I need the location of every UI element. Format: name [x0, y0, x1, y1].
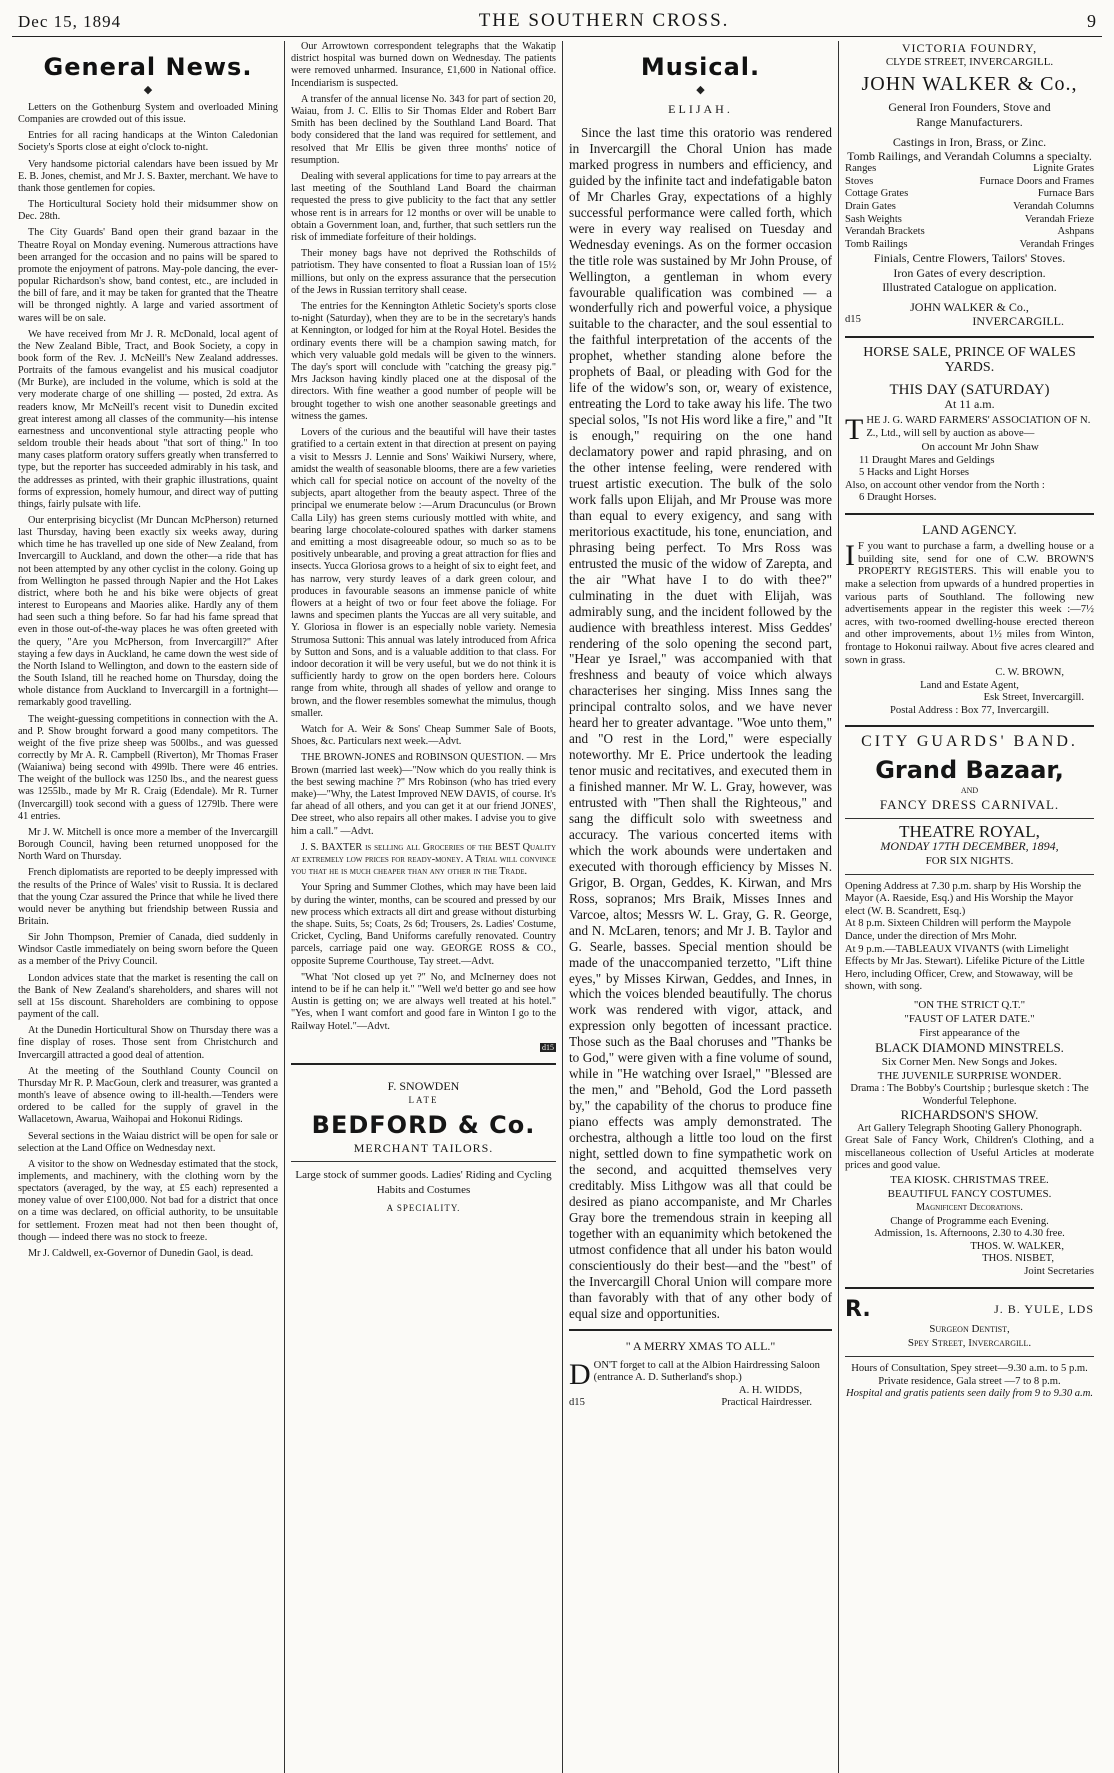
land-agency-ad [845, 523, 1094, 718]
article-paragraph: A visitor to the show on Wednesday estimated that the stock, implements, and machinery, with the clothing worn by the spectators (averaged, by the way, at £5 each) represented a money value of over £100,000. Not bad for a district that once on a time was declared, on official authority, to be unsuitable for settlement. Frozen meat had not then been thought of, though — indeed there was no stock to freeze. [18, 1158, 278, 1243]
divider [845, 874, 1094, 875]
foundry-firm: JOHN WALKER & Co., [861, 73, 1078, 96]
divider [291, 1161, 556, 1162]
article-paragraph: The weight-guessing competitions in connection with the A. and P. Show brought forward a good many competitors. The weight of the five prize sheep was 500lbs., and was guessed correctly by Mr A. R. Campbell (Riverton), Mr Thomas Fraser (Waianiwa) being second with 499lb. There were 46 entries. The weight of the bullock was 1250 lbs., and the nearest guess was 1255lb., made by Mr R. Craig (Edendale). Mr R. Turner (Invercargill) took second with a guess of 1279lb. There were 41 entries. [18, 713, 278, 822]
yule-role: Surgeon Dentist, [929, 1322, 1010, 1335]
foundry-product-row [845, 239, 1094, 252]
horse-account: On account Mr John Shaw [921, 441, 1039, 454]
bazaar-carnival: FANCY DRESS CARNIVAL. [879, 796, 1060, 812]
xmas-dropcap: D [569, 1357, 591, 1391]
land-role: Land and Estate Agent, [920, 679, 1019, 691]
yule-hospital: Hospital and gratis patients seen daily from 9 to 9.30 a.m. [845, 1388, 1094, 1400]
bazaar-change: Change of Programme each Evening. [890, 1215, 1049, 1227]
foundry-desc4: Tomb Railings, and Verandah Columns a specialty. [847, 149, 1092, 164]
article-paragraph: Sir John Thompson, Premier of Canada, died suddenly in Windsor Castle immediately on being sworn before the Queen as a member of the Privy Council. [18, 932, 278, 968]
foundry-desc2: Range Manufacturers. [916, 114, 1023, 129]
foundry-product-row [845, 176, 1094, 189]
article-paragraph: "What 'Not closed up yet ?" No, and McInerney does not intend to be if he can help it." "Well we'd better go and see how Austin is getting on; we are always well treated at his hotel." "Yes, when I want comfort and good fare in Winton I go to the Railway Hotel."—Advt. [291, 971, 556, 1032]
xmas-ad [569, 1339, 832, 1410]
article-paragraph: Letters on the Gothenburg System and overloaded Mining Companies are crowded out of this issue. [18, 102, 278, 126]
horse-l2: 5 Hacks and Light Horses [859, 467, 970, 479]
foundry-desc3: Castings in Iron, Brass, or Zinc. [892, 134, 1047, 149]
article-paragraph: Lovers of the curious and the beautiful will have their tastes gratified to a certain extent in that direction at present on paying a visit to Messrs J. Lennie and Sons' Waikiwi Nursery, where, amidst the wealth of seasonable blooms, there are a few varieties which call for special notice on account of the novelty of the subjects, apart altogether from the beauty aspect. Three of the principal we enumerate below :—Arum Dracunculus (or Brown Calla Lily) has green stems curiously mottled with white, and bearing large chocolate-coloured spathes with darker stamens and emitting a most disagreeable odour, so much so as to be positively unbearable, and proving a great attraction for flies and insects. Yucca Gloriosa grows to a height of six to eight feet, and has narrow, very sturdy leaves of a dark green colour, and produces in favourable seasons an immense panicle of white flowers at a height of two or four feet above the foliage. For lawns and specimen plants the Yuccas are all very suitable, and Y. Gloriosa in flower is an especially noble variety. Nemesia Strumosa Suttoni: This annual was lately introduced from Africa by Sutton and Sons, and is a valuable addition to that class. For indoor decoration it will be very useful, but we do not think it is sufficiently hardy to grow on the open borders here. Colours range from white, through all shades of yellow and orange to brown, and the flower resembles somewhat the mimulus, though smaller. [291, 427, 556, 719]
article-paragraph: We have received from Mr J. R. McDonald, local agent of the New Zealand Bible, Tract, and Book Society, a copy in book form of the Rev. J. McNeill's New Zealand addresses. Portraits of the famous evangelist and his musical coadjutor (Mr Burke), are included in the volume, which is sold at the very moderate charge of one shilling — posted, 2d extra. As readers know, Mr McNeill's recent visit to Dunedin excited great interest among all classes of the community—his intense earnestness and unconventional style attracting people who seldom trouble their heads about "that sort of thing." In too many cases platform oratory suffers greatly when transferred to type, but the reporter has succeeded admirably in his task, and the addresses as printed, with their graphic illustrations, quaint forms of expression, homely humour, and direct way of putting things, fairly pulsate with life. [18, 328, 278, 510]
bazaar-title: Grand Bazaar, [875, 755, 1064, 784]
article-paragraph: Very handsome pictorial calendars have been issued by Mr E. B. Jones, chemist, and Mr J. S. Baxter, merchant. We have to thank those gentlemen for copies. [18, 158, 279, 194]
article-paragraph: The Horticultural Society hold their midsummer show on Dec. 28th. [18, 199, 278, 223]
divider [845, 513, 1094, 515]
yule-initial: R. [845, 1296, 871, 1322]
foundry-ad [845, 41, 1094, 328]
bazaar-sec1: THOS. W. WALKER, [970, 1240, 1064, 1252]
bazaar-admission: Admission, 1s. Afternoons, 2.30 to 4.30 free. [874, 1228, 1065, 1240]
bedford-trade: MERCHANT TAILORS. [353, 1141, 494, 1156]
divider [845, 1356, 1094, 1357]
xmas-stamp: d15 [569, 1397, 585, 1409]
land-address: Esk Street, Invercargill. [983, 692, 1084, 704]
bazaar-ad [845, 735, 1094, 1278]
page-number: 9 [1086, 11, 1096, 31]
bazaar-band: CITY GUARDS' BAND. [861, 733, 1078, 751]
bedford-firm: BEDFORD & Co. [311, 1111, 536, 1140]
foundry-product: Lignite Grates [1033, 163, 1094, 175]
foundry-product: Cottage Grates [845, 188, 909, 200]
horse-time: At 11 a.m. [944, 397, 995, 411]
bazaar-kiosk: TEA KIOSK. CHRISTMAS TREE. [890, 1174, 1049, 1187]
article-paragraph: The City Guards' Band open their grand bazaar in the Theatre Royal on Monday evening. Numerous attractions have been arranged for the occasion and no pains will be spared to promote the enjoyment of patrons. May-pole dancing, the ever-popular Richardson's show, band contest, etc., are included in the bill of fare, and it may be taken for granted that the Theatre will be thronged nightly. A large and varied assortment of wares will be on sale. [18, 227, 278, 324]
column-local-notes [285, 41, 563, 1773]
foundry-product: Ashpans [1057, 226, 1094, 238]
bazaar-six: Six Corner Men. New Songs and Jokes. [881, 1055, 1058, 1068]
article-paragraph: London advices state that the market is resenting the call on the Bank of New Zealand's shareholders, and shares will not sell at 15s discount. Shareholders are combining to oppose payment of the call. [18, 972, 278, 1021]
xmas-title: Practical Hairdresser. [721, 1397, 812, 1409]
columns [12, 41, 1102, 1773]
bazaar-faust: "FAUST OF LATER DATE." [904, 1013, 1035, 1026]
horse-title: HORSE SALE, PRINCE OF WALES YARDS. [863, 345, 1076, 375]
article-paragraph: Mr J. W. Mitchell is once more a member of the Invercargill Borough Council, having been returned unopposed for the North Ward on Thursday. [18, 826, 278, 863]
bazaar-strict: "ON THE STRICT Q.T." [913, 999, 1026, 1012]
horse-l3: 6 Draught Horses. [859, 492, 937, 504]
xmas-text: ON'T forget to call at the Albion Hairdressing Saloon (entrance A. D. Sutherland's shop.) [593, 1359, 820, 1384]
land-postal: Postal Address : Box 77, Invercargill. [890, 704, 1049, 716]
bazaar-l3: At 9 p.m.—TABLEAUX VIVANTS (with Limelight Effects by Mr Jas. Stewart). Lifelike Picture of the Little Hero, including Officer, Crew, and Stowaway, will be shown, with song. [845, 943, 1085, 993]
bazaar-nights: FOR SIX NIGHTS. [925, 854, 1014, 867]
foundry-product: Tomb Railings [845, 238, 908, 250]
bazaar-sale: Great Sale of Fancy Work, Children's Clothing, and a miscellaneous collection of Useful Articles at moderate prices and good value. [845, 1135, 1094, 1172]
bazaar-date: MONDAY 17TH DECEMBER, 1894, [880, 839, 1059, 854]
ornament-icon: ◆ [696, 84, 705, 96]
bazaar-gallery: Art Gallery Telegraph Shooting Gallery Phonograph. [856, 1122, 1082, 1134]
bedford-text: Large stock of summer goods. Ladies' Riding and Cycling Habits and Costumes [295, 1169, 552, 1196]
foundry-product-row [845, 163, 1094, 176]
foundry-desc1: General Iron Founders, Stove and [888, 100, 1051, 115]
newspaper-title: THE SOUTHERN CROSS. [478, 10, 730, 31]
xmas-heading: " A MERRY XMAS TO ALL." [625, 1339, 776, 1354]
article-paragraph: Watch for A. Weir & Sons' Cheap Summer Sale of Boots, Shoes, &c. Particulars next week.—Advt. [291, 723, 556, 748]
bazaar-sec3: Joint Secretaries [1024, 1266, 1094, 1278]
foundry-product: Verandah Frieze [1024, 213, 1094, 225]
foundry-product: Sash Weights [845, 213, 902, 225]
divider [291, 1063, 556, 1065]
foundry-product: Ranges [845, 163, 877, 175]
bazaar-l2: At 8 p.m. Sixteen Children will perform the Maypole Dance, under the direction of Mrs Mohr. [845, 918, 1071, 943]
article-paragraph: Several sections in the Waiau district will be open for sale or selection at the Land Office on Wednesday next. [18, 1130, 278, 1154]
general-news-heading: General News. [43, 53, 253, 81]
horse-day: THIS DAY (SATURDAY) [889, 381, 1050, 398]
land-sig: C. W. BROWN, [995, 667, 1064, 679]
issue-date: Dec 15, 1894 [18, 12, 122, 31]
yule-address: Spey Street, Invercargill. [907, 1336, 1032, 1349]
divider [569, 1329, 832, 1331]
bazaar-and: AND [960, 785, 979, 795]
horse-l1: 11 Draught Mares and Geldings [859, 454, 995, 466]
local-notes-body-2 [291, 882, 556, 1032]
foundry-sig2: INVERCARGILL. [972, 314, 1064, 329]
article-paragraph: The entries for the Kennington Athletic Society's sports close to-night (Saturday), when they are to be in the secretary's hands at Kennington, or lodged for him at the Royal Hotel. Besides the ordinary events there will be a champion sawing match, for which very valuable gold medals will be given to the winners. The day's sport will conclude with "catching the greasy pig." Mrs Jackson having kindly placed one at the disposal of the directors. With fine weather a good number of people will be brought together to wish one another seasonable greetings and witness the games. [291, 301, 556, 422]
foundry-product: Verandah Columns [1013, 201, 1094, 212]
article-paragraph: Dealing with several applications for time to pay arrears at the last meeting of the Southland Land Board the chairman requested the press to give publicity to the fact that any settler whose rent is in arrears for 12 months or over will be unable to obtain a Government loan, and, further, that such settlers run the risk of immediate forfeiture of their holdings. [291, 171, 556, 244]
horse-dropcap: T [845, 413, 864, 447]
horse-text: HE J. G. WARD FARMERS' ASSOCIATION OF N. Z., Ltd., will sell by auction as above— [866, 415, 1091, 439]
land-dropcap: I [845, 539, 855, 573]
ornament-icon: ◆ [143, 84, 153, 96]
musical-heading: Musical. [640, 53, 761, 81]
foundry-stamp: d15 [845, 314, 861, 326]
baxter-ad [291, 842, 556, 879]
article-paragraph: At the meeting of the Southland County Council on Thursday Mr R. P. MacGoun, clerk and treasurer, was granted a month's leave of absence owing to ill-health.—Tenders were ordered to be called for the supply of gravel in the Wallacetown, Awarua, Waihopai and Hokonui Ridings. [18, 1065, 278, 1126]
snowden-ad [291, 1079, 556, 1215]
article-paragraph: French diplomatists are reported to be deeply impressed with the results of the Prince of Wales' visit to Russia. It is declared that the young Czar assured the Prince that while he lived there would never be anything but friendship between Russia and Britain. [18, 867, 278, 927]
foundry-product-row [845, 188, 1094, 201]
column-advertisements [839, 41, 1100, 1773]
article-paragraph: Since the last time this oratorio was rendered in Invercargill the Choral Union has made marked progress in numbers and efficiency, and guided by the infinite tact and indefatigable baton of Mr Charles Gray, expectations of a highly successful performance were called forth, which were in every way realised on Tuesday and Wednesday evenings. As on the former occasion the title role was sustained by Mr John Prouse, of Wellington, a gentleman in whom every favourable qualification was combined — a wonderfully rich and powerful voice, a physique suitable to the character, and the soul essential to the faithful interpretation of the accents of the prophet, whether standing alone before the prophets of Baal, or pleading with God for the life of the widow's son, or, weary of existence, entreating the Lord to take away his life. The two special solos, "Is not His word like a fire," and "It is enough," requiring on the one hand declamatory power and rapid phrasing, and on the other intense feeling, were rendered with truest artistic execution. The bulk of the solo work falls upon Elijah, and Mr Prouse was more than equal to every exigency, and sang with meritorious exactitude, his tone, enunciation, and phrasing being perfect. To Mrs Ross was entrusted the music of the widow of Zarepta, and the air "What have I to do with thee?" culminating in the duet with Elijah, was admirably sung, and the incident followed by the audience with breathless interest. Miss Geddes' rendering of the solo opening the second part, "Hear ye Israel," was accompanied with that freshness and beauty of voice which always characterises her singing. Miss Innes sang the principal contralto solos, and we have never heard her to greater advantage. "Woe unto them," and "O rest in the Lord," were especially noteworthy. Mr E. Price undertook the leading tenor music and recitatives, and executed them in a finished manner. Mr W. L. Gray, however, was entrusted with "Then shall the Righteous," and sang the difficult solo with sweetness and accuracy. The various concerted items with which the work abounds were undertaken and executed with thorough efficiency by Misses N. Grigor, B. Organ, Geddes, K. Kirwan, and Mrs Ross, sopranos; Mrs Braik, Misses Innes and Varcoe, altos; Messrs W. L. Gray, G. R. George, and N. McLaren, tenors; and Mr J. B. Taylor and G. Searle, basses. Special mention should be made of the unaccompanied terzetto, "Lift thine eyes," by Misses Kirwan, Geddes, and Innes, in which the voices blended beautifully. The chorus work was rendered with vigor, attack, and expression only begotten of incessant practice. Those such as the Baal choruses and "Thanks be to God," were given with a fine volume of sound, while in "He watching over Israel," "Blessed are the men," and "Behold, God the Lord passeth by," the capability of the chorus to produce fine piano effects was amply demonstrated. The orchestra, although a little too loud on the first night, settled down to fine sympathetic work on the second, and acquitted themselves very creditably. Miss Lithgow was all that could be desired as piano accompaniste, and Mr Charles Gray bore the tremendous strain in keeping all together with an equanimity which betokened the utmost confidence that all under his baton would conscientiously do their best—and the "best" of the Invercargill Choral Union will compare more than favorably with that of any other body of equal size and opportunities. [569, 125, 832, 1321]
foundry-catalogue: Illustrated Catalogue on application. [882, 279, 1057, 294]
bazaar-juvenile: THE JUVENILE SURPRISE WONDER. [877, 1070, 1062, 1083]
divider [845, 725, 1094, 727]
foundry-product: Stoves [845, 175, 874, 187]
bazaar-costumes: BEAUTIFUL FANCY COSTUMES. [887, 1188, 1052, 1201]
bazaar-theatre: THEATRE ROYAL, [899, 822, 1040, 842]
column-general-news [12, 41, 285, 1773]
land-text: F you want to purchase a farm, a dwelling house or a building site, send for one of C.W. BROWN'S PROPERTY REGISTERS. This will enable you to make a selection from upwards of a hundred properties in various parts of Southland. The following new advertisements appear in the register this week :—7½ acres, with two-roomed dwelling-house erected thereon and other improvements, about 1½ miles from Winton, frontage to Hokonui railway. About five acres cleared and sown in grass. [845, 541, 1094, 666]
bazaar-sec2: THOS. NISBET, [982, 1253, 1054, 1265]
yule-hours: Hours of Consultation, Spey street—9.30 a.m. to 5 p.m. Private residence, Gala street —7 to 8 p.m. [851, 1363, 1088, 1387]
divider [845, 1287, 1094, 1289]
column-musical [563, 41, 839, 1773]
bazaar-richardson: RICHARDSON'S SHOW. [900, 1107, 1039, 1123]
article-paragraph: Entries for all racing handicaps at the Winton Caledonian Society's Sports close at eight o'clock to-night. [18, 130, 278, 154]
horse-sale-ad [845, 346, 1094, 505]
article-paragraph: Our Arrowtown correspondent telegraphs that the Wakatip district hospital was burned down on Wednesday. The patients were removed unharmed. Insurance, £1,600 in National office. Incendiarism is suspected. [291, 41, 556, 89]
foundry-product-list [845, 163, 1094, 251]
land-title: LAND AGENCY. [922, 521, 1017, 537]
article-paragraph: THE BROWN-JONES and ROBINSON QUESTION. — Mrs Brown (married last week)—"Now which do you really think is the best sewing machine ?" Mrs Robinson (who has tried every make)—"Why, the Latest Improved NEW DAVIS, of course. It's far ahead of all others, and you can get it at our friend JONES', Dee street, who also repairs all other makes. I advise you to give him a call." —Advt. [291, 752, 556, 837]
foundry-product: Drain Gates [845, 201, 896, 212]
foundry-product: Verandah Fringes [1019, 238, 1094, 250]
article-paragraph: A transfer of the annual license No. 343 for part of section 20, Waiau, from J. C. Ellis to Sir Thomas Elder and Robert Barr Smith has been declined by the Southland Land Board. That body considered that the land was required for settlement, and resolved that Mr Ellis be given three months' notice of resumption. [291, 93, 556, 166]
masthead [12, 10, 1102, 37]
bazaar-drama: Drama : The Bobby's Courtship ; burlesque sketch : The Wonderful Telephone. [850, 1083, 1089, 1107]
advt-stamp: d15 [542, 1042, 554, 1052]
yule-name: J. B. YULE, LDS [994, 1302, 1094, 1316]
bazaar-minstrels: BLACK DIAMOND MINSTRELS. [875, 1039, 1064, 1055]
divider [845, 336, 1094, 338]
foundry-product-row [845, 214, 1094, 227]
divider [845, 818, 1094, 819]
bazaar-l1: Opening Address at 7.30 p.m. sharp by His Worship the Mayor (A. Raeside, Esq.) and His Worship the Mayor elect (W. B. Scandrett, Esq.) [845, 880, 1082, 917]
elijah-subheading: ELIJAH. [668, 102, 733, 116]
article-paragraph: Our enterprising bicyclist (Mr Duncan McPherson) returned last Thursday, having been exactly six weeks away, during which time he has travelled up one side of New Zealand, from Invercargill to Auckland, and down the other—a ride that has not been attempted by any other cyclist in the colony. Going up from Wellington he passed through Napier and the Hot Lakes district, where both he and his bike were objects of great interest to Europeans and Maories alike. Hardly any of them had seen such a thing before. So far had his fame spread that even in those out-of-the-way places he was often greeted with the query, "Are you McPherson, from Invercargill?" After staying a few days in Auckland, he came down the west side of the North Island to Wellington, and down to the eastern side of the South Island, till he reached home on Thursday, doing the whole distance from Auckland to Invercargill in a fortnight—remarkably good travelling. [18, 515, 278, 709]
article-paragraph: Mr J. Caldwell, ex-Governor of Dunedin Gaol, is dead. [28, 1247, 254, 1259]
baxter-text: is selling all Groceries of the BEST Quality at extremely low prices for ready-money. A Trial will convince you that he is much cheaper than any other in the Trade. [291, 841, 556, 878]
baxter-name: J. S. BAXTER [301, 841, 363, 853]
foundry-sig1: JOHN WALKER & Co., [910, 299, 1029, 314]
local-notes-body [291, 41, 556, 838]
dentist-ad [845, 1297, 1094, 1401]
general-news-body [18, 102, 278, 1260]
article-paragraph: At the Dunedin Horticultural Show on Thursday there was a fine display of roses. Those sent from Christchurch and Invercargill attracted a good deal of attention. [18, 1025, 278, 1061]
horse-also: Also, on account other vendor from the North : [845, 479, 1045, 491]
foundry-product: Verandah Brackets [845, 226, 925, 238]
foundry-finials: Finials, Centre Flowers, Tailors' Stoves. [873, 251, 1066, 266]
xmas-name: A. H. WIDDS, [738, 1384, 802, 1396]
foundry-product: Furnace Bars [1037, 188, 1094, 200]
foundry-product: Furnace Doors and Frames [979, 175, 1094, 187]
article-paragraph: Your Spring and Summer Clothes, which may have been laid by during the winter, months, can be scoured and pressed by our new process which extracts all dirt and grease without disturbing the shape. Suits, 5s; Coats, 2s 6d; Trousers, 2s. Ladies' Costume, Cricket, Cycling, Band Uniforms carefully renovated. Country parcels, carriage paid one way. GEORGE ROSS & CO., opposite Supreme Courthouse, Tay street.—Advt. [291, 882, 556, 967]
foundry-name: VICTORIA FOUNDRY, [901, 41, 1038, 55]
foundry-address: CLYDE STREET, INVERCARGILL. [885, 56, 1054, 69]
foundry-product-row [845, 201, 1094, 214]
article-paragraph: Their money bags have not deprived the Rothschilds of patriotism. They have consented to float a Russian loan of 15½ millions, but only on the express assurance that the persecution of the Jews in Russian territory shall cease. [291, 248, 556, 296]
bazaar-decor: Magnificent Decorations. [916, 1202, 1023, 1214]
musical-body [569, 125, 832, 1321]
snowden-name: F. SNOWDEN [387, 1078, 460, 1093]
bedford-speciality: A SPECIALITY. [386, 1202, 461, 1213]
bazaar-first: First appearance of the [919, 1027, 1020, 1040]
foundry-gates: Iron Gates of every description. [893, 265, 1046, 280]
snowden-late: LATE [408, 1095, 439, 1106]
foundry-product-row [845, 226, 1094, 239]
